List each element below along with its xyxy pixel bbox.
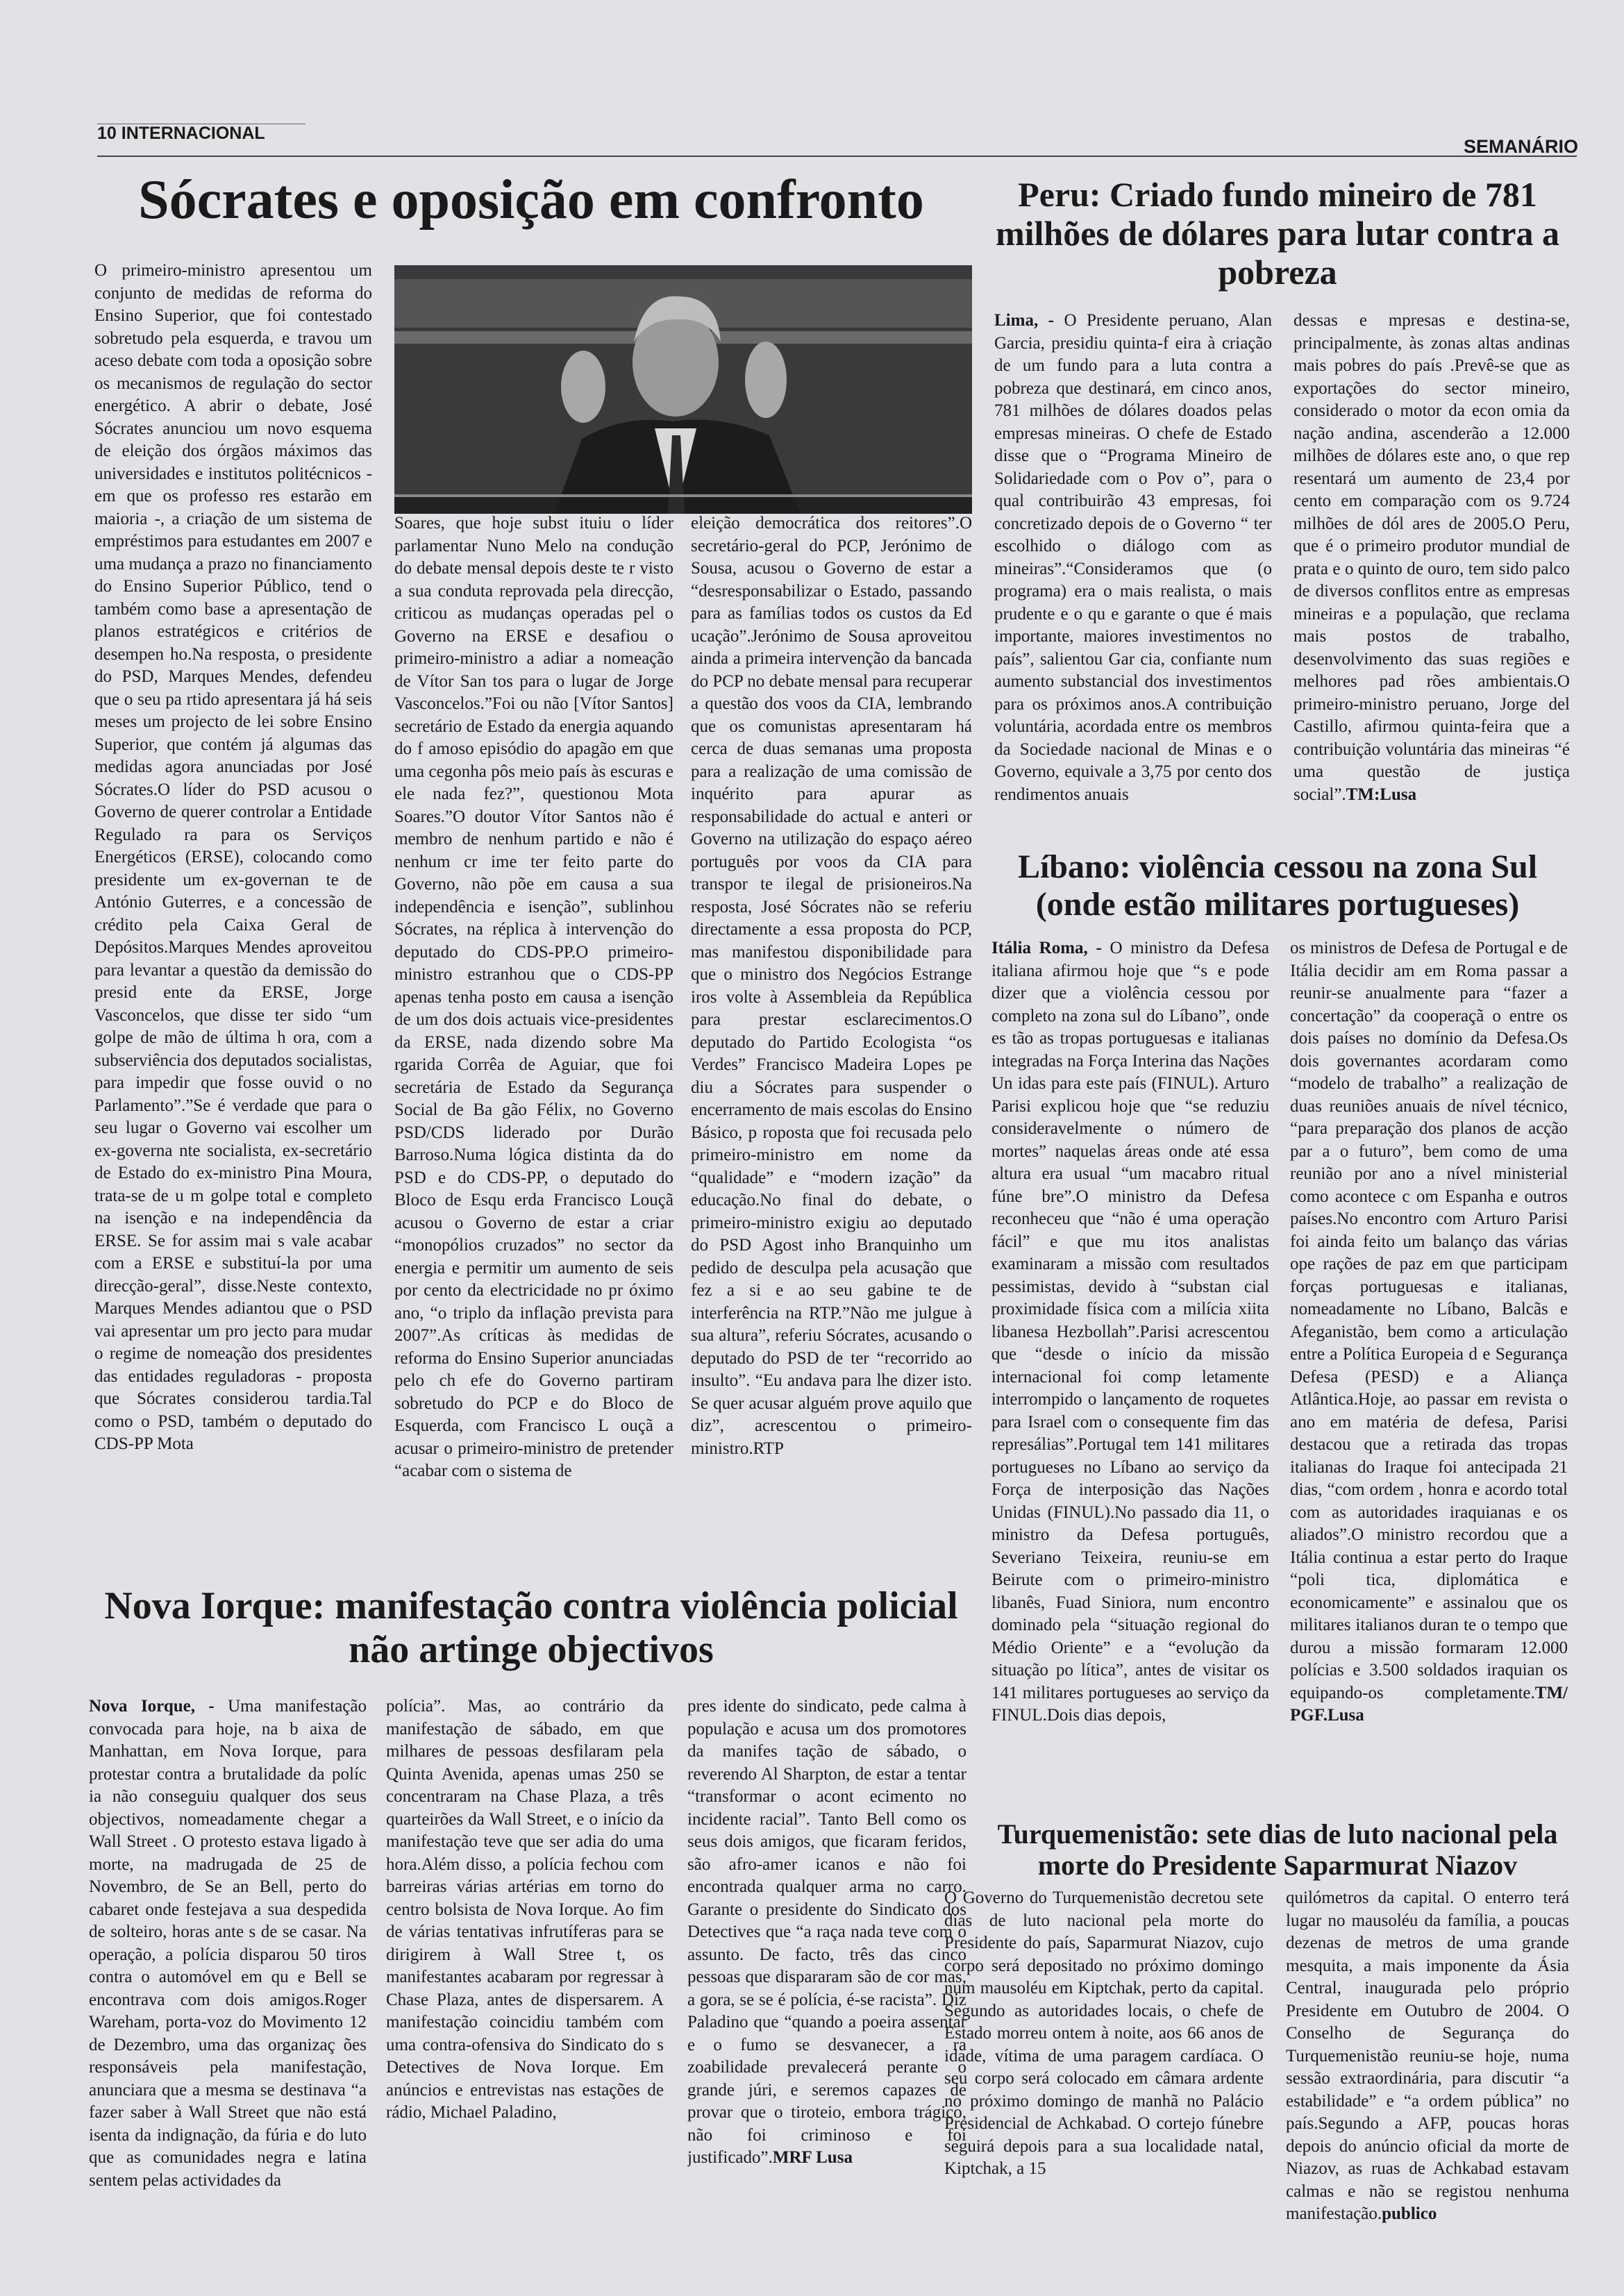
newspaper-name: SEMANÁRIO xyxy=(1463,136,1578,157)
ny-column-2 xyxy=(386,1695,664,2237)
photo-illustration xyxy=(394,265,972,514)
headline-turquemenistao: Turquemenistão: sete dias de luto nacional pela morte do Presidente Saparmurat Niazov xyxy=(997,1818,1558,1881)
peru-col2-text: dessas e mpresas e destina-se, principalmente, às zonas altas andinas mais pobres do país .Prevê-se que as exportações do sector mineiro, considerado o motor da econ omia da nação andina, ascenderão a 12.000 milhões de dólares este ano, o que rep resentará um aumento de 23,4 por cento em comparação com os 9.724 milhões de dól ares de 2005.O Peru, que é o primeiro produtor mundial de prata e o quinto de ouro, tem sido palco de diversos conflitos entre as empresas mineiras e a população, que reclama mais postos de trabalho, desenvolvimento das suas regiões e melhores pad rões ambientais.O primeiro-ministro peruano, Jorge del Castillo, afirmou quinta-feira que a contribuição voluntária das mineiras “é uma questão de justiça social”. xyxy=(1294,311,1570,804)
turq-column-1 xyxy=(944,1887,1264,2238)
headline-nova-iorque: Nova Iorque: manifestação contra violência policial não artinge objectivos xyxy=(104,1584,958,1671)
libano-signature: TM/ PGF.Lusa xyxy=(1290,1683,1568,1725)
header-rule xyxy=(97,156,1577,157)
turq-col2-text: quilómetros da capital. O enterro terá lugar no mausoléu da família, a poucas dezenas de metros de uma grande mesquita, a mais imponente da Ásia Central, inaugurada pelo próprio Presidente em Outubro de 2004. O Conselho de Segurança do Turquemenistão reuniu-se hoje, numa sessão extraordinária, para discutir “a estabilidade” e “a ordem pública” no país.Segundo a AFP, poucas horas depois do anúncio oficial da morte de Niazov, as ruas de Achkabad estavam calmas e não se registou nenhuma manifestação. xyxy=(1286,1888,1569,2223)
turq-column-2 xyxy=(1286,1887,1569,2238)
socrates-col2-text: Soares, que hoje subst ituiu o líder parlamentar Nuno Melo na condução do debate mensal depois deste te r visto a sua conduta reprovada pela direcção, criticou as mudanças operadas pel o Governo na ERSE e desafiou o primeiro-ministro a adiar a nomeação de Vítor San tos para o lugar de Jorge Vasconcelos.”Foi ou não [Vítor Santos] secretário de Estado da energia aquando do f amoso episódio do apagão em que uma cegonha pôs meio país às escuras e ele nada fez?”, questionou Mota Soares.”O doutor Vítor Santos não é membro de nenhum partido e não é nenhum cr ime ter feito parte do Governo, não põe em causa a sua independência e isenção”, sublinhou Sócrates, na réplica à intervenção do deputado do CDS-PP.O primeiro-ministro estranhou que o CDS-PP apenas tenha posto em causa a isenção de um dos dois actuais vice-presidentes da ERSE, nada dizendo sobre Ma rgarida Corrêa de Aguiar, que foi secretária de Estado da Segurança Social de Ba gão Félix, no Governo PSD/CDS liderado por Durão Barroso.Numa lógica distinta da do PSD e do CDS-PP, o deputado do Bloco de Esqu erda Francisco Louçã acusou o Governo de estar a criar “monopólios cruzados” no sector da energia e permitir um aumento de seis por cento da electricidade no pr óximo ano, “o triplo da inflação prevista para 2007”.As críticas às medidas de reforma do Ensino Superior anunciadas pelo ch efe do Governo partiram sobretudo do PCP e do Bloco de Esquerda, com Francisco L ouçã a acusar o primeiro-ministro de pretender “acabar com o sistema de xyxy=(394,514,673,1480)
peru-column-2 xyxy=(1294,310,1570,840)
headline-peru: Peru: Criado fundo mineiro de 781 milhões de dólares para lutar contra a pobreza xyxy=(995,175,1559,292)
ny-column-3 xyxy=(687,1695,966,2237)
socrates-col1-text: O primeiro-ministro apresentou um conjunto de medidas de reforma do Ensino Superior, que foi contestado sobretudo pela esquerda, e travou um aceso debate com toda a oposição sobre os mecanismos de regulação do sector energético. A abrir o debate, José Sócrates anunciou um novo esquema de eleição dos órgãos máximos das universidades e institutos politécnicos - em que os professo res estarão em maioria -, a criação de um sistema de empréstimos para estudantes em 2007 e uma mudança a prazo no financiamento do Ensino Superior Público, tend o também como base a apresentação de planos estratégicos e critérios de desempen ho.Na resposta, o presidente do PSD, Marques Mendes, defendeu que o seu pa rtido apresentara já há seis meses um projecto de lei sobre Ensino Superior, que contém já algumas das medidas agora anunciadas por José Sócrates.O líder do PSD acusou o Governo de querer controlar a Entidade Regulado ra para os Serviços Energéticos (ERSE), colocando como presidente um ex-governan te de António Guterres, e a concessão de crédito pela Caixa Geral de Depósitos.Marques Mendes aproveitou para levantar a questão da demissão do presid ente da ERSE, Jorge Vasconcelos, que disse ter sido “um golpe de mão de última h ora, com a subserviência dos deputados socialistas, para impedir que fosse ouvid o no Parlamento”.”Se é verdade que para o seu lugar o Governo vai escolher um ex-governa nte socialista, ex-secretário de Estado do ex-ministro Pina Moura, trata-se de u m golpe total e completo na isenção e na independência da ERSE. Se for assim mai s vale acabar com a ERSE e substituí-la por uma direcção-geral”, disse.Neste contexto, Marques Mendes adiantou que o PSD vai apresentar um pro jecto para mudar o regime de nomeação dos presidentes das entidades reguladoras - proposta que Sócrates considerou tardia.Tal como o PSD, também o deputado do CDS-PP Mota xyxy=(94,261,372,1453)
socrates-column-2 xyxy=(394,512,673,1575)
headline-libano: Líbano: violência cessou na zona Sul (onde estão militares portugueses) xyxy=(1017,848,1538,923)
turq-col1-text: O Governo do Turquemenistão decretou sete dias de luto nacional pela morte do Presidente do país, Saparmurat Niazov, cujo corpo será depositado no próximo domingo num mausoléu em Kiptchak, perto da capital. Segundo as autoridades locais, o chefe de Estado morreu ontem à noite, aos 66 anos de idade, vítima de uma paragem cardíaca. O seu corpo será colocado em câmara ardente no próximo domingo de manhã no Palácio Presidencial de Achkabad. O cortejo fúnebre seguirá depois para a sua localidade natal, Kiptchak, a 15 xyxy=(944,1888,1264,2178)
libano-col2-text: os ministros de Defesa de Portugal e de Itália decidir am em Roma passar a reunir-se anualmente para “fazer a concertação” da cooperaçã o entre os dois países no domínio da Defesa.Os dois governantes acordaram como “modelo de trabalho” a realização de duas reuniões anuais de nível técnico, “para preparação dos planos de acção par a o futuro”, bem como de uma reunião por ano a nível ministerial como acontece c om Espanha e outros países.No encontro com Arturo Parisi foi ainda feito um balanço das várias ope rações de paz em que participam forças portuguesas e italianas, nomeadamente no Líbano, Balcãs e Afeganistão, bem como a articulação entre a Política Europeia d e Segurança Defesa (PESD) e a Aliança Atlântica.Hoje, ao passar em revista o ano em matéria de defesa, Parisi destacou que a retirada das tropas italianas do Iraque foi antecipada 21 dias, “com ordem , honra e acordo total com as autoridades iraquianas e os aliados”.O ministro recordou que a Itália continua a estar perto do Iraque “poli tica, diplomática e economicamente” e assinalou que os militares italianos duran te o tempo que durou a missão formaram 12.000 polícias e 3.500 soldados iraquian os equipando-os completamente. xyxy=(1290,939,1568,1702)
ny-signature: MRF Lusa xyxy=(772,2148,853,2167)
peru-col1-text: O Presidente peruano, Alan Garcia, presidiu quinta-f eira à criação de um fundo para a luta contra a pobreza que destinará, em cinco anos, 781 milhões de dólares doados pelas empresas mineiras. O chefe de Estado disse que o “Programa Mineiro de Solidariedade com o Pov o”, para o qual contribuirão 43 empresas, foi concretizado depois de o Governo “ ter escolhido o diálogo com as mineiras”.“Consideramos que (o programa) era o mais realista, o mais prudente e o qu e garante o que é mais importante, maiores investimentos no país”, salientou Gar cia, confiante num aumento substancial dos investimentos para os próximos anos.A contribuição voluntária, acordada entre os membros da Sociedade nacional de Minas e o Governo, equivale a 3,75 por cento dos rendimentos anuais xyxy=(994,311,1272,804)
socrates-col3-text: eleição democrática dos reitores”.O secretário-geral do PCP, Jerónimo de Sousa, acusou o Governo de estar a “desresponsabilizar o Estado, passando para as famílias todos os custos da Ed ucação”.Jerónimo de Sousa aproveitou ainda a primeira intervenção da bancada do PCP no debate mensal para recuperar a questão dos voos da CIA, lembrando que os comunistas apresentaram há cerca de duas semanas uma proposta para a realização de uma comissão de inquérito para apurar as responsabilidade do actual e anteri or Governo na utilização do espaço aéreo português por voos da CIA para transpor te ilegal de prisioneiros.Na resposta, José Sócrates não se referiu directamente a essa proposta do PCP, mas manifestou disponibilidade para que o ministro dos Negócios Estrange iros volte à Assembleia da República para prestar esclarecimentos.O deputado do Partido Ecologista “os Verdes” Francisco Madeira Lopes pe diu a Sócrates para suspender o encerramento de mais escolas do Ensino Básico, p roposta que foi recusada pelo primeiro-ministro em nome da “qualidade” e “modern ização” da educação.No final do debate, o primeiro-ministro exigiu ao deputado do PSD Agost inho Branquinho um pedido de desculpa pela acusação que fez a si e ao seu gabine te de interferência na RTP.”Não me julgue à sua altura”, referiu Sócrates, acusando o deputado do PSD de ter “recorrido ao insulto”. “Eu andava para lhe dizer isto. Se quer acusar alguém prove aquilo que diz”, acrescentou o primeiro-ministro.RTP xyxy=(691,514,972,1458)
section-label: 10 INTERNACIONAL xyxy=(97,124,265,143)
ny-column-1 xyxy=(89,1695,367,2237)
peru-column-1 xyxy=(994,310,1272,840)
socrates-column-3 xyxy=(691,512,972,1575)
headline-socrates: Sócrates e oposição em confronto xyxy=(138,169,924,231)
libano-col1-text: O ministro da Defesa italiana afirmou hoje que “s e pode dizer que a violência cessou por completo na zona sul do Líbano”, onde es tão as tropas portuguesas e italianas integradas na Força Interina das Nações Un idas para este país (FINUL). Arturo Parisi explicou hoje que “se reduziu consideravelmente o número de mortes” naquelas áreas onde até essa altura era usual “um macabro ritual fúne bre”.O ministro da Defesa reconheceu que “não é uma operação fácil” e que mu itos analistas examinaram a missão com resultados pessimistas, devido à “substan cial proximidade física com a milícia xiita libanesa Hezbollah”.Parisi acrescentou que “desde o início da missão internacional foi comp letamente interrompido o lançamento de roquetes para Israel com o consequente fim das represálias”.Portugal tem 141 militares portugueses no Líbano ao serviço da Força de interposição das Nações Unidas (FINUL).No passado dia 11, o ministro da Defesa português, Severiano Teixeira, reuniu-se em Beirute com o primeiro-ministro libanês, Fuad Siniora, num encontro dominado pela “situação regional do Médio Oriente” e a “evolução da situação po lítica”, antes de visitar os 141 militares portugueses ao serviço da FINUL.Dois dias depois, xyxy=(991,939,1269,1725)
ny-col1-text: Uma manifestação convocada para hoje, na b aixa de Manhattan, em Nova Iorque, para protestar contra a brutalidade da políc ia não conseguiu qualquer dos seus objectivos, nomeadamente chegar a Wall Street . O protesto estava ligado à morte, na madrugada de 25 de Novembro, de Se an Bell, perto do cabaret onde festejava a sua despedida de solteiro, horas ante s de se casar. Na operação, a polícia disparou 50 tiros contra o automóvel em qu e Bell se encontrava com dois amigos.Roger Wareham, porta-voz do Movimento 12 de Dezembro, uma das organizaç ões responsáveis pela manifestação, anunciara que a mesma se destinava “a fazer saber à Wall Street que não está isenta da indignação, da fúria e do luto que as comunidades negra e latina sentem pelas actividades da xyxy=(89,1697,367,2190)
ny-col2-text: polícia”. Mas, ao contrário da manifestação de sábado, em que milhares de pessoas desfilaram pela Quinta Avenida, apenas umas 250 se concentraram na Chase Plaza, a três quarteirões da Wall Street, e o início da manifestação teve que ser adia do uma hora.Além disso, a polícia fechou com barreiras várias artérias em torno do centro bolsista de Nova Iorque. Ao fim de várias tentativas infrutíferas para se dirigirem à Wall Stree t, os manifestantes acabaram por regressar à Chase Plaza, antes de dispersarem. A manifestação coincidiu também com uma contra-ofensiva do Sindicato do s Detectives de Nova Iorque. Em anúncios e entrevistas nas estações de rádio, Michael Paladino, xyxy=(386,1697,664,2122)
socrates-column-1 xyxy=(94,260,372,1575)
ny-dateline: Nova Iorque, - xyxy=(89,1697,215,1716)
turq-signature: publico xyxy=(1382,2204,1437,2223)
libano-dateline: Itália Roma, - xyxy=(991,939,1102,957)
libano-column-1 xyxy=(991,937,1269,1829)
peru-dateline: Lima, - xyxy=(994,311,1054,330)
socrates-photo xyxy=(394,265,972,514)
ny-col3-text: pres idente do sindicato, pede calma à população e acusa um dos promotores da manifes tação de sábado, o reverendo Al Sharpton, de estar a tentar “transformar o acont ecimento no incidente racial”. Tanto Bell como os seus dois amigos, que ficaram feridos, são afro-amer icanos e não foi encontrada qualquer arma no carro. Garante o presidente do Sindicato dos Detectives que “a raça nada teve com o assunto. De facto, três das cinco pessoas que dispararam são de cor mas, a gora, se se é polícia, é-se racista”. Diz Paladino que “quando a poeira assentar e o fumo se desvanecer, a ra zoabilidade prevalecerá perante o grande júri, e seremos capazes de provar que o tiroteio, embora trágico, não foi criminoso e foi justificado”. xyxy=(687,1697,966,2167)
peru-signature: TM:Lusa xyxy=(1346,785,1417,804)
libano-column-2 xyxy=(1290,937,1568,1829)
